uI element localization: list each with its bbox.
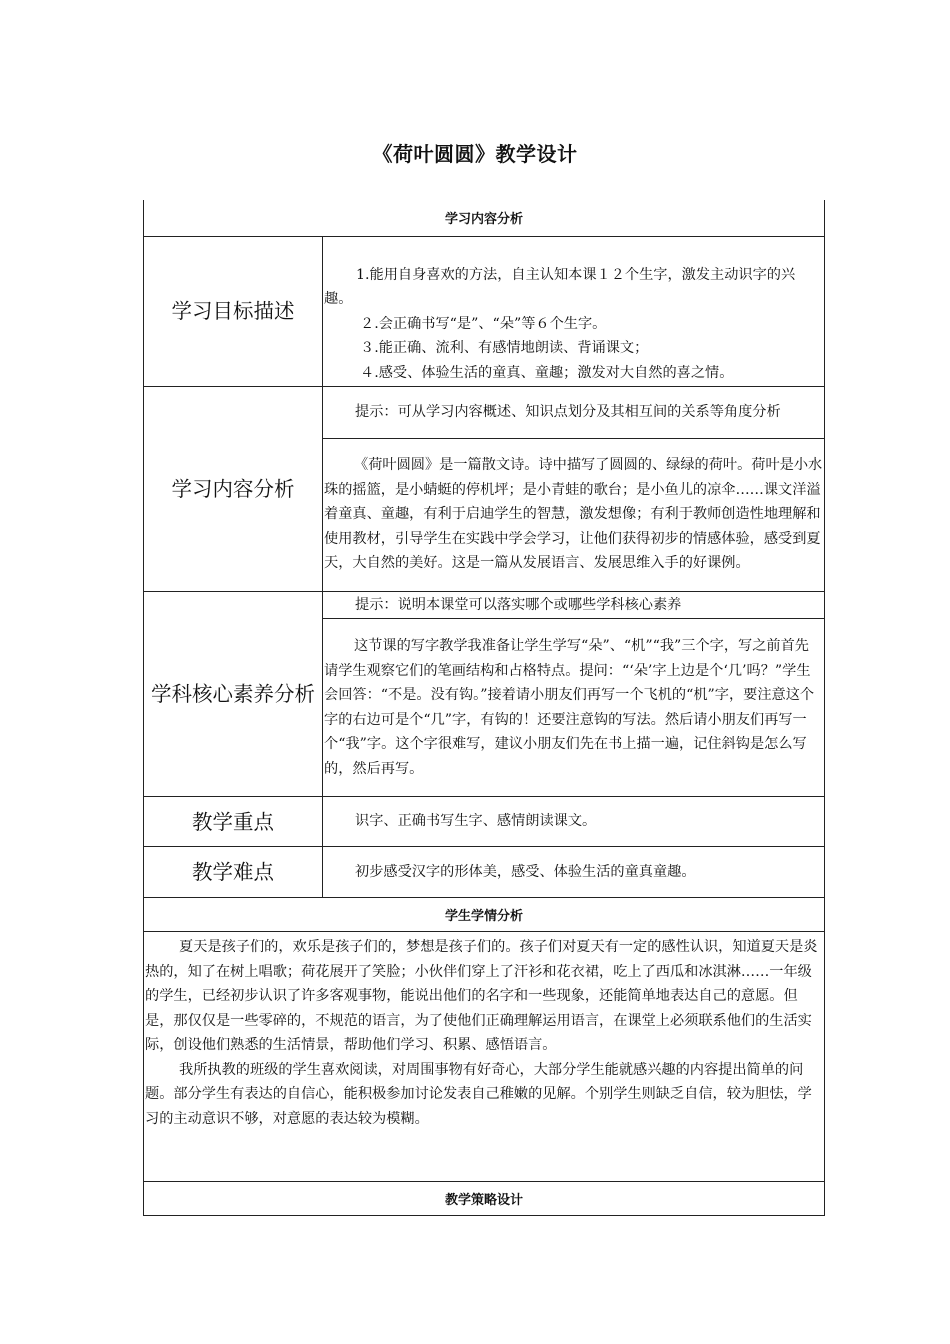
section-row-content-analysis [144, 200, 825, 236]
section-header-strategy: 教学策略设计 [144, 1182, 825, 1216]
label-core-literacy: 学科核心素养分析 [144, 591, 323, 797]
student-paragraph-2: 我所执教的班级的学生喜欢阅读，对周围事物有好奇心，大部分学生能就感兴趣的内容提出简单的问题。部分学生有表达的自信心，能积极参加讨论发表自己稚嫩的见解。个别学生则缺乏自信，较为胆怯，学习的主动意识不够，对意愿的表达较为模糊。 [145, 1061, 812, 1127]
content-body-text: 《荷叶圆圆》是一篇散文诗。诗中描写了圆圆的、绿绿的荷叶。荷叶是小水珠的摇篮，是小蜻蜓的停机坪；是小青蛙的歌台；是小鱼儿的凉伞……课文洋溢着童真、童趣，有利于启迪学生的智慧，激发想像；有利于教师创造性地理解和使用教材，引导学生在实践中学会学习，让他们获得初步的情感体验，感受到夏天，大自然的美好。这是一篇从发展语言、发展思维入手的好课例。 [324, 457, 823, 572]
content-analysis-hint [323, 386, 825, 438]
section-row-strategy [144, 1182, 825, 1216]
student-analysis-cell [144, 932, 825, 1182]
learning-goals-cell [323, 236, 825, 386]
row-core-hint [144, 591, 825, 619]
teaching-focus-text: 识字、正确书写生字、感情朗读课文。 [323, 797, 825, 847]
row-content-hint [144, 386, 825, 438]
row-student-analysis [144, 932, 825, 1182]
goal-item-2: ２.会正确书写“是”、“朵”等６个生字。 [360, 315, 607, 332]
goal-item-1: 1.能用自身喜欢的方法，自主认知本课１２个生字，激发主动识字的兴趣。 [324, 266, 796, 307]
section-header-student-analysis: 学生学情分析 [144, 898, 825, 932]
row-learning-goals [144, 236, 825, 386]
row-teaching-focus [144, 797, 825, 847]
label-teaching-focus: 教学重点 [144, 797, 323, 847]
row-teaching-difficulty [144, 847, 825, 898]
label-teaching-difficulty: 教学难点 [144, 847, 323, 898]
goal-item-4: ４.感受、体验生活的童真、童趣；激发对大自然的喜之情。 [360, 364, 734, 381]
content-hint-text: 提示：可从学习内容概述、知识点划分及其相互间的关系等角度分析 [355, 403, 781, 420]
label-learning-goals: 学习目标描述 [144, 236, 323, 386]
content-analysis-body [323, 438, 825, 591]
goal-item-3: ３.能正确、流利、有感情地朗读、背诵课文； [360, 340, 649, 356]
core-body-text: 这节课的写字教学我准备让学生学写“朵”、“机”“我”三个字，写之前首先请学生观察它们的笔画结构和占格特点。提问：“‘朵’字上边是个‘几’吗？”学生会回答：“不是。没有钩。”接着请小朋友们再写一个飞机的“机”字，要注意这个字的右边可是个“几”字，有钩的！还要注意钩的写法。然后请小朋友们再写一个“我”字。这个字很难写，建议小朋友们先在书上描一遍，记住斜钩是怎么写的，然后再写。 [324, 638, 815, 777]
core-hint-text: 提示：说明本课堂可以落实哪个或哪些学科核心素养 [355, 596, 682, 613]
label-content-analysis: 学习内容分析 [144, 386, 323, 591]
section-row-student-analysis [144, 898, 825, 932]
document-title: 《荷叶圆圆》教学设计 [372, 142, 578, 166]
student-paragraph-1: 夏天是孩子们的，欢乐是孩子们的，梦想是孩子们的。孩子们对夏天有一定的感性认识，知道夏天是炎热的，知了在树上唱歌；荷花展开了笑脸；小伙伴们穿上了汗衫和花衣裙，吃上了西瓜和冰淇淋……一年级的学生，已经初步认识了许多客观事物，能说出他们的名字和一些现象，还能简单地表达自己的意愿。但是，那仅仅是一些零碎的，不规范的语言，为了使他们正确理解运用语言，在课堂上必须联系他们的生活实际，创设他们熟悉的生活情景，帮助他们学习、积累、感悟语言。 [145, 939, 818, 1053]
core-literacy-hint [323, 591, 825, 619]
section-header-content-analysis: 学习内容分析 [144, 200, 825, 236]
lesson-design-table [143, 200, 825, 1216]
teaching-difficulty-text: 初步感受汉字的形体美，感受、体验生活的童真童趣。 [323, 847, 825, 898]
core-literacy-body [323, 619, 825, 797]
